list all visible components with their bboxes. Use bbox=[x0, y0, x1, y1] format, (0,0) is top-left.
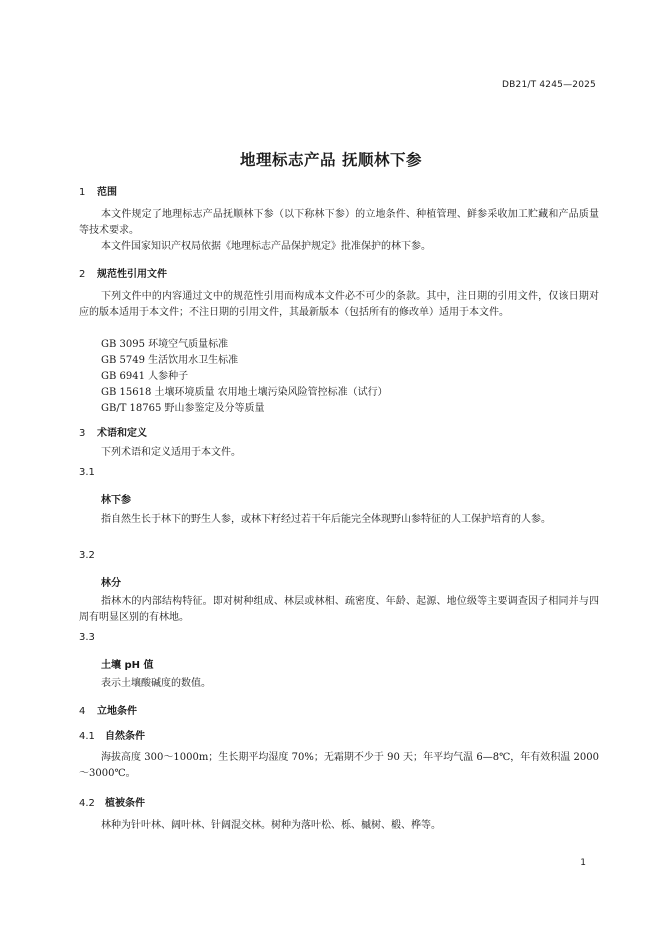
reference-item: GB 15618 土壤环境质量 农用地土壤污染风险管控标准（试行） bbox=[101, 387, 388, 398]
term-number: 3.2 bbox=[79, 550, 95, 561]
subsection-number: 4.2 bbox=[79, 798, 95, 809]
term-definition: 表示土壤酸碱度的数值。 bbox=[101, 678, 211, 689]
subsection-title: 自然条件 bbox=[105, 731, 145, 742]
subsection-heading bbox=[79, 794, 145, 809]
paragraph: 下列文件中的内容通过文中的规范性引用而构成本文件必不可少的条款。其中，注日期的引用文件，仅该日期对应的版本适用于本文件；不注日期的引用文件，其最新版本（包括所有的修改单）适用于本文件。 bbox=[79, 291, 599, 318]
section-number: 2 bbox=[79, 269, 86, 280]
paragraph: 下列术语和定义适用于本文件。 bbox=[101, 447, 241, 458]
page-number: 1 bbox=[580, 858, 586, 868]
section-title: 立地条件 bbox=[97, 706, 137, 717]
section-heading-1 bbox=[79, 183, 117, 198]
section-title: 规范性引用文件 bbox=[97, 269, 167, 280]
section-title: 范围 bbox=[97, 187, 117, 198]
subsection-number: 4.1 bbox=[79, 731, 95, 742]
reference-item: GB/T 18765 野山参鉴定及分等质量 bbox=[101, 403, 265, 414]
term-name: 土壤 pH 值 bbox=[101, 660, 154, 671]
term-definition: 指林木的内部结构特征。即对树种组成、林层或林相、疏密度、年龄、起源、地位级等主要调查因子相同并与四周有明显区别的有林地。 bbox=[79, 596, 599, 623]
section-number: 3 bbox=[79, 428, 86, 439]
reference-item: GB 5749 生活饮用水卫生标准 bbox=[101, 355, 239, 366]
paragraph: 本文件国家知识产权局依据《地理标志产品保护规定》批准保护的林下参。 bbox=[101, 241, 431, 252]
reference-item: GB 3095 环境空气质量标准 bbox=[101, 339, 229, 350]
document-code: DB21/T 4245—2025 bbox=[502, 80, 596, 90]
term-number: 3.1 bbox=[79, 467, 95, 478]
paragraph: 林种为针叶林、阔叶林、针阔混交林。树种为落叶松、栎、槭树、椴、桦等。 bbox=[101, 820, 441, 831]
reference-item: GB 6941 人参种子 bbox=[101, 371, 189, 382]
term-name: 林分 bbox=[101, 578, 121, 589]
subsection-title: 植被条件 bbox=[105, 798, 145, 809]
section-heading-4 bbox=[79, 702, 137, 717]
paragraph: 海拔高度 300～1000m；生长期平均湿度 70%；无霜期不少于 90 天；年平均气温 6—8℃，年有效积温 2000～3000℃。 bbox=[79, 752, 599, 779]
section-title: 术语和定义 bbox=[97, 428, 147, 439]
section-heading-2 bbox=[79, 265, 167, 280]
page-title: 地理标志产品 抚顺林下参 bbox=[240, 151, 422, 169]
term-name: 林下参 bbox=[101, 495, 131, 506]
subsection-heading bbox=[79, 727, 145, 742]
section-number: 1 bbox=[79, 187, 86, 198]
term-definition: 指自然生长于林下的野生人参，或林下籽经过若干年后能完全体现野山参特征的人工保护培育的人参。 bbox=[101, 514, 551, 525]
section-number: 4 bbox=[79, 706, 86, 717]
section-heading-3 bbox=[79, 424, 147, 439]
paragraph: 本文件规定了地理标志产品抚顺林下参（以下称林下参）的立地条件、种植管理、鲜参采收加工贮藏和产品质量等技术要求。 bbox=[79, 209, 599, 236]
term-number: 3.3 bbox=[79, 632, 95, 643]
